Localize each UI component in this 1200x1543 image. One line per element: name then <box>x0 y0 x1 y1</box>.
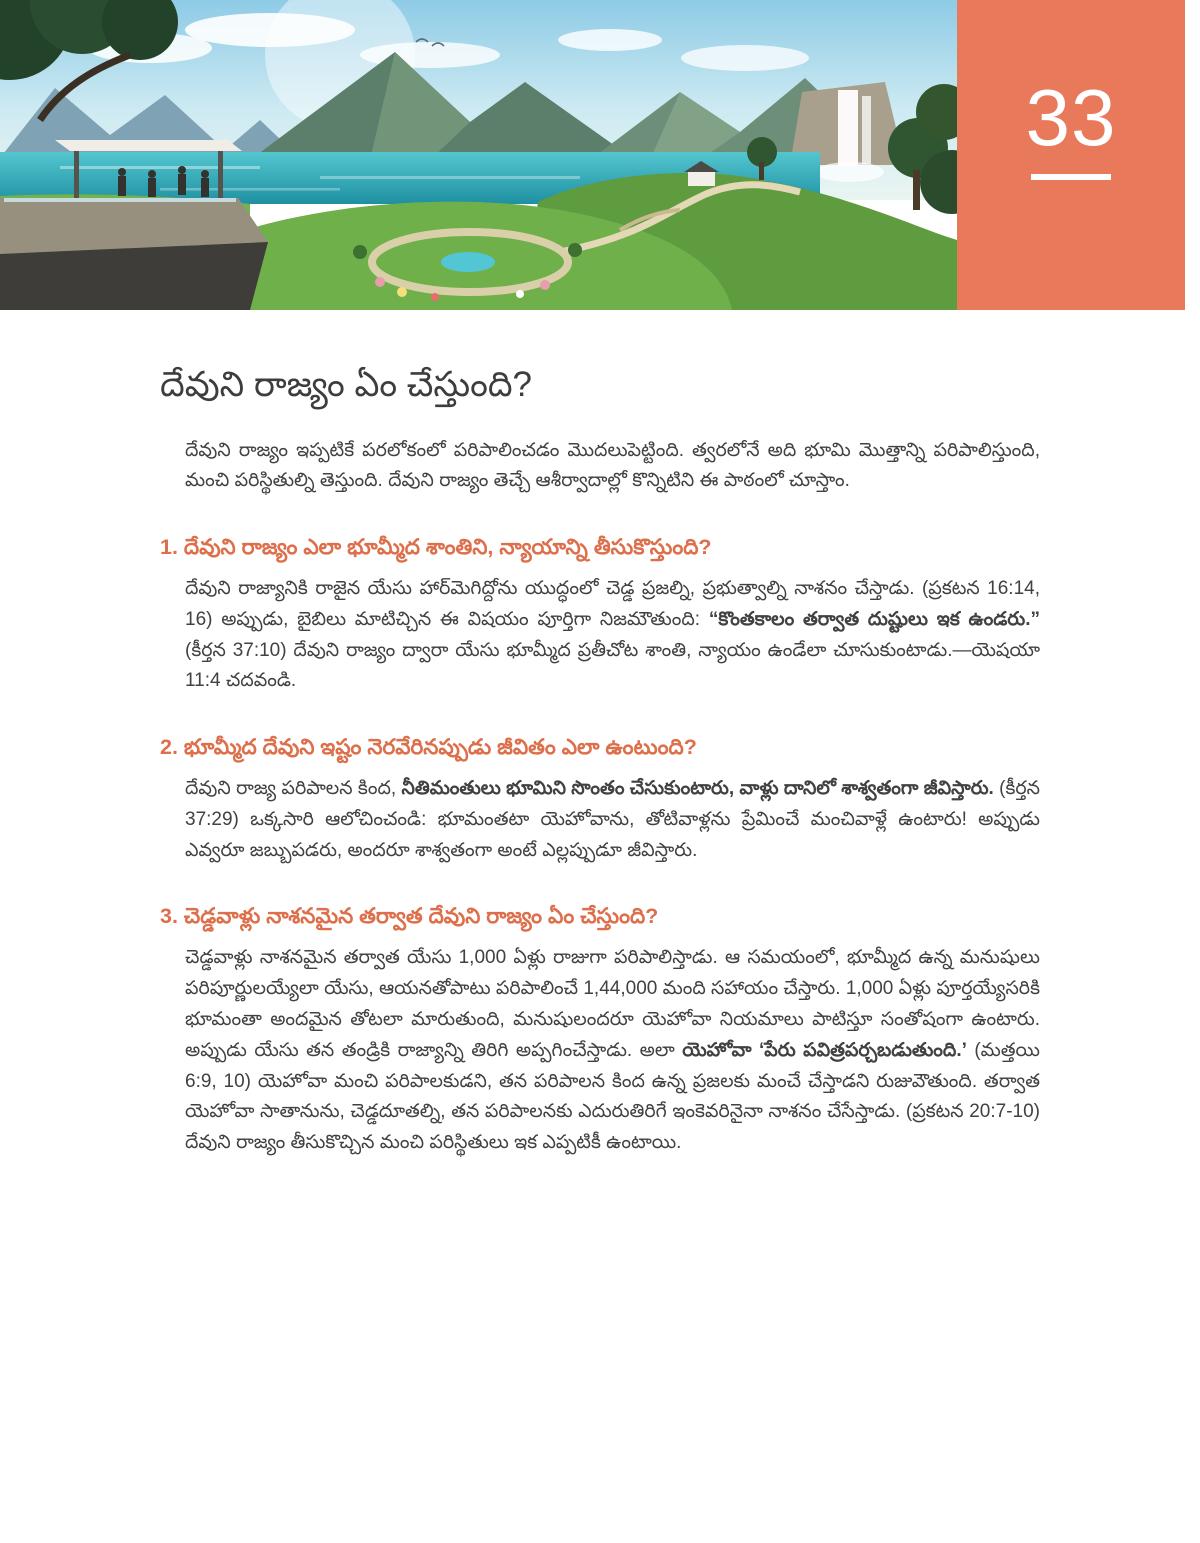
lesson-number: 33 <box>1025 73 1117 162</box>
paragraph-1 <box>185 574 1040 697</box>
question-3: 3. చెడ్డవాళ్లు నాశనమైన తర్వాత దేవుని రాజ్యం ఏం చేస్తుంది? <box>160 904 659 929</box>
question-2: 2. భూమ్మీద దేవుని ఇష్టం నెరవేరినప్పుడు జీవితం ఎలా ఉంటుంది? <box>160 735 697 760</box>
article-content <box>160 362 1040 1159</box>
question-1: 1. దేవుని రాజ్యం ఎలా భూమ్మీద శాంతిని, న్యాయాన్ని తీసుకొస్తుంది? <box>160 535 712 560</box>
text-segment: దేవుని రాజ్యానికి రాజైన యేసు హార్‌మెగిద్దోను యుద్ధంలో చెడ్డ ప్రజల్ని, ప్రభుత్వాల్ని నాశనం చేస్తాడు. (ప్రకటన 16:14, 16) అప్పుడు, బైబిలు మాటిచ్చిన ఈ విషయం పూర్తిగా నిజమౌతుంది: <box>185 578 1040 630</box>
hero-image <box>0 0 957 310</box>
bold-quote: “కొంతకాలం తర్వాత దుష్టులు ఇక ఉండరు.” <box>708 608 1040 630</box>
text-segment: దేవుని రాజ్య పరిపాలన కింద, <box>185 778 402 800</box>
text-segment: చెడ్డవాళ్లు నాశనమైన తర్వాత యేసు 1,000 ఏళ్లు రాజుగా పరిపాలిస్తాడు. ఆ సమయంలో, భూమ్మీద ఉన్న మనుషులు పరిపూర్ణులయ్యేలా యేసు, ఆయనతోపాటు పరిపాలించే 1,44,000 మంది సహాయం చేస్తారు. 1,000 ఏళ్లు పూర్తయ్యేసరికి భూమంతా అందమైన తోటలా మారుతుంది, మనుషులందరూ యెహోవా నియమాలు పాటిస్తూ సంతోషంగా ఉంటారు. అప్పుడు యేసు తన తండ్రికి రాజ్యాన్ని తిరిగి అప్పగించేస్తాడు. అలా <box>185 947 1040 1061</box>
bold-quote: యెహోవా ‘పేరు పవిత్రపర్చబడుతుంది.’ <box>682 1039 967 1061</box>
text-segment: (కీర్తన 37:10) దేవుని రాజ్యం ద్వారా యేసు భూమ్మీద ప్రతీచోట శాంతి, న్యాయం ఉండేలా చూసుకుంటాడు.—యెషయా 11:4 చదవండి. <box>185 639 1040 692</box>
intro-paragraph: దేవుని రాజ్యం ఇప్పటికే పరలోకంలో పరిపాలించడం మొదలుపెట్టింది. త్వరలోనే అది భూమి మొత్తాన్ని పరిపాలిస్తుంది, మంచి పరిస్థితుల్ని తెస్తుంది. దేవుని రాజ్యం తెచ్చే ఆశీర్వాదాల్లో కొన్నిటిని ఈ పాఠంలో చూస్తాం. <box>185 439 1040 492</box>
lesson-number-badge <box>957 0 1185 310</box>
page-title: దేవుని రాజ్యం ఏం చేస్తుంది? <box>160 365 533 404</box>
hero-row <box>0 0 1200 310</box>
paragraph-2 <box>185 774 1040 866</box>
lesson-underline-bar <box>1031 174 1111 180</box>
bold-quote: నీతిమంతులు భూమిని సొంతం చేసుకుంటారు, వాళ్లు దానిలో శాశ్వతంగా జీవిస్తారు. <box>401 778 994 800</box>
text-segment: (మత్తయి 6:9, 10) యెహోవా మంచి పరిపాలకుడని, తన పరిపాలన కింద ఉన్న ప్రజలకు మంచే చేస్తాడని రుజువౌతుంది. తర్వాత యెహోవా సాతానును, చెడ్డదూతల్ని, తన పరిపాలనకు ఎదురుతిరిగే ఇంకెవరినైనా నాశనం చేసేస్తాడు. (ప్రకటన 20:7-10) దేవుని రాజ్యం తీసుకొచ్చిన మంచి పరిస్థితులు ఇక ఎప్పటికీ ఉంటాయి. <box>185 1039 1040 1154</box>
paragraph-3 <box>185 943 1040 1158</box>
text-segment: (కీర్తన 37:29) ఒక్కసారి ఆలోచించండి: భూమంతటా యెహోవాను, తోటివాళ్లను ప్రేమించే మంచివాళ్లే ఉంటారు! అప్పుడు ఎవ్వరూ జబ్బుపడరు, అందరూ శాశ్వతంగా అంటే ఎల్లప్పుడూ జీవిస్తారు. <box>185 778 1041 861</box>
